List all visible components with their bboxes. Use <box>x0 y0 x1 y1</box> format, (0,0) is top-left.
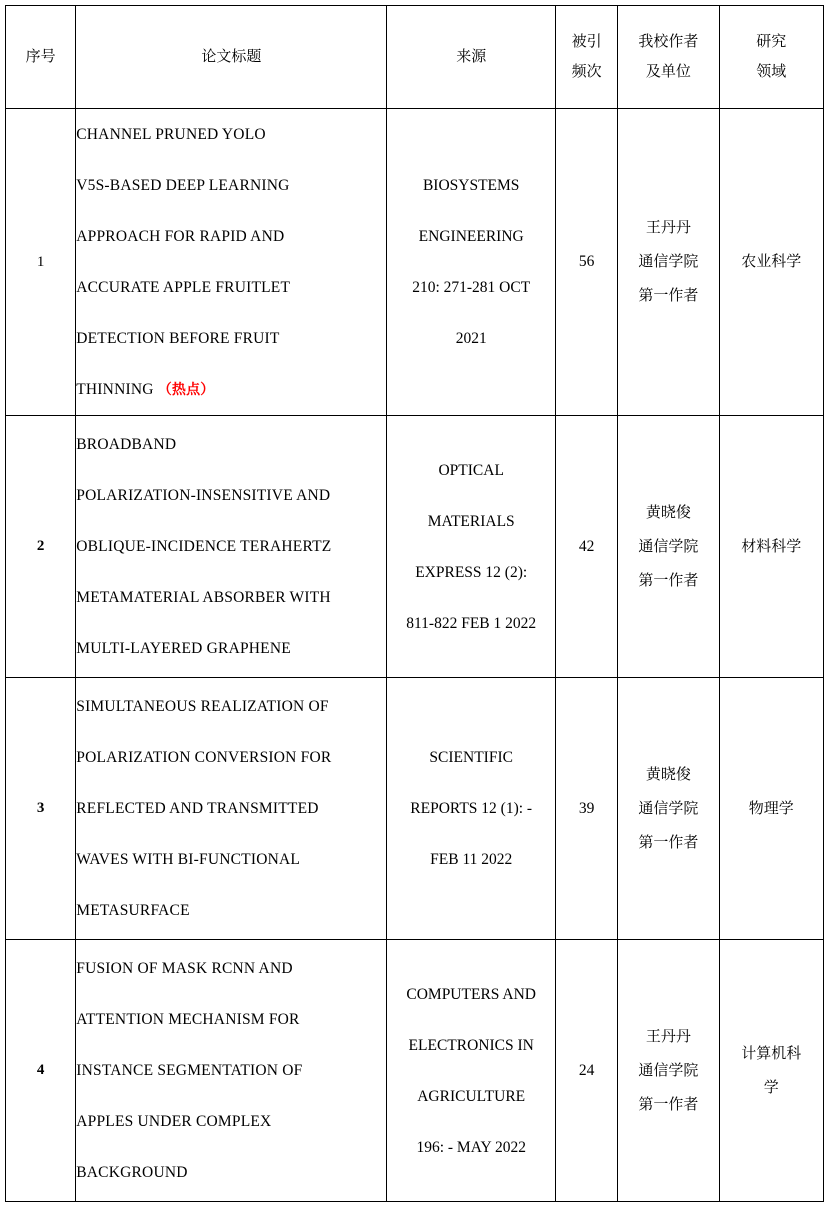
author-line: 第一作者 <box>638 833 699 851</box>
row-title <box>76 678 387 940</box>
source-line: 811-822 FEB 1 2022 <box>406 614 537 632</box>
field-line: 材料科学 <box>741 537 802 555</box>
table-header <box>6 6 824 109</box>
title-line: METASURFACE <box>76 902 190 919</box>
author-line: 王丹丹 <box>645 219 691 236</box>
row-author <box>618 416 719 678</box>
title-line: METAMATERIAL ABSORBER WITH <box>76 589 331 606</box>
source-line: 2021 <box>455 330 487 347</box>
author-line: 第一作者 <box>638 571 699 589</box>
source-line: 210: 271-281 OCT <box>412 279 531 296</box>
header-line: 论文标题 <box>201 48 262 65</box>
title-line: WAVES WITH BI-FUNCTIONAL <box>76 851 301 868</box>
table-row <box>6 109 824 416</box>
field-line: 物理学 <box>748 799 794 817</box>
column-header-index <box>6 6 76 109</box>
row-citations: 42 <box>556 416 618 678</box>
row-citations: 39 <box>556 678 618 940</box>
papers-table <box>5 5 824 1202</box>
author-line: 通信学院 <box>638 253 699 270</box>
row-index: 3 <box>6 678 76 940</box>
author-line: 第一作者 <box>638 1095 699 1113</box>
source-line: 196: - MAY 2022 <box>416 1138 526 1156</box>
title-line: V5S-BASED DEEP LEARNING <box>76 177 290 194</box>
row-citations: 24 <box>556 940 618 1202</box>
header-line: 序号 <box>25 48 56 65</box>
title-line: CHANNEL PRUNED YOLO <box>76 126 266 143</box>
title-line: POLARIZATION-INSENSITIVE AND <box>76 487 331 504</box>
header-line: 领域 <box>756 63 787 80</box>
author-line: 通信学院 <box>638 1061 699 1079</box>
table-row <box>6 678 824 940</box>
title-line: MULTI-LAYERED GRAPHENE <box>76 640 291 657</box>
row-citations: 56 <box>556 109 618 416</box>
row-title <box>76 109 387 416</box>
title-line: ATTENTION MECHANISM FOR <box>76 1011 300 1028</box>
title-line: ACCURATE APPLE FRUITLET <box>76 279 291 296</box>
source-line: BIOSYSTEMS <box>422 177 520 194</box>
hot-topic-tag: （热点） <box>157 381 215 397</box>
source-line: FEB 11 2022 <box>430 851 513 868</box>
source-line: ENGINEERING <box>418 228 524 245</box>
row-source <box>387 678 556 940</box>
column-header-field <box>719 6 823 109</box>
title-line: INSTANCE SEGMENTATION OF <box>76 1062 303 1079</box>
source-line: ELECTRONICS IN <box>408 1036 534 1054</box>
row-author <box>618 678 719 940</box>
title-line: APPROACH FOR RAPID AND <box>76 228 285 245</box>
row-source <box>387 940 556 1202</box>
source-line: OPTICAL <box>438 461 504 479</box>
source-line: SCIENTIFIC <box>429 749 513 766</box>
title-line-last <box>76 364 386 415</box>
column-header-source <box>387 6 556 109</box>
author-line: 通信学院 <box>638 799 699 817</box>
title-line: FUSION OF MASK RCNN AND <box>76 960 293 977</box>
column-header-author <box>618 6 719 109</box>
table-body <box>6 109 824 1202</box>
row-title <box>76 940 387 1202</box>
field-line: 计算机科 <box>741 1044 802 1062</box>
header-line: 来源 <box>456 48 487 65</box>
row-source <box>387 416 556 678</box>
header-row <box>6 6 824 109</box>
title-line: POLARIZATION CONVERSION FOR <box>76 749 332 766</box>
author-line: 黄晓俊 <box>645 503 691 521</box>
field-line: 学 <box>763 1078 779 1096</box>
source-line: AGRICULTURE <box>417 1087 526 1105</box>
title-line: BROADBAND <box>76 436 177 453</box>
row-index: 2 <box>6 416 76 678</box>
author-line: 第一作者 <box>638 287 699 304</box>
header-line: 频次 <box>571 63 602 80</box>
document-page <box>0 5 829 1205</box>
title-line: OBLIQUE-INCIDENCE TERAHERTZ <box>76 538 332 555</box>
table-row <box>6 416 824 678</box>
header-line: 研究 <box>756 33 787 50</box>
field-line: 农业科学 <box>741 253 802 270</box>
source-line: REPORTS 12 (1): - <box>410 800 533 817</box>
table-row <box>6 940 824 1202</box>
row-field <box>719 940 823 1202</box>
author-line: 王丹丹 <box>645 1027 691 1045</box>
column-header-citations <box>556 6 618 109</box>
header-line: 我校作者 <box>638 33 699 50</box>
title-line: SIMULTANEOUS REALIZATION OF <box>76 698 329 715</box>
row-field <box>719 416 823 678</box>
row-author <box>618 940 719 1202</box>
row-title <box>76 416 387 678</box>
header-line: 被引 <box>571 33 602 50</box>
row-source <box>387 109 556 416</box>
source-line: MATERIALS <box>427 512 515 530</box>
row-field <box>719 678 823 940</box>
title-line: APPLES UNDER COMPLEX <box>76 1113 272 1130</box>
author-line: 通信学院 <box>638 537 699 555</box>
source-line: COMPUTERS AND <box>406 985 536 1003</box>
title-line: BACKGROUND <box>76 1164 188 1181</box>
source-line: EXPRESS 12 (2): <box>415 563 528 581</box>
title-text: THINNING <box>76 381 154 398</box>
row-field <box>719 109 823 416</box>
row-index: 1 <box>6 109 76 416</box>
title-line: DETECTION BEFORE FRUIT <box>76 330 280 347</box>
row-author <box>618 109 719 416</box>
header-line: 及单位 <box>645 63 691 80</box>
row-index: 4 <box>6 940 76 1202</box>
column-header-title <box>76 6 387 109</box>
title-line: REFLECTED AND TRANSMITTED <box>76 800 319 817</box>
author-line: 黄晓俊 <box>645 765 691 783</box>
